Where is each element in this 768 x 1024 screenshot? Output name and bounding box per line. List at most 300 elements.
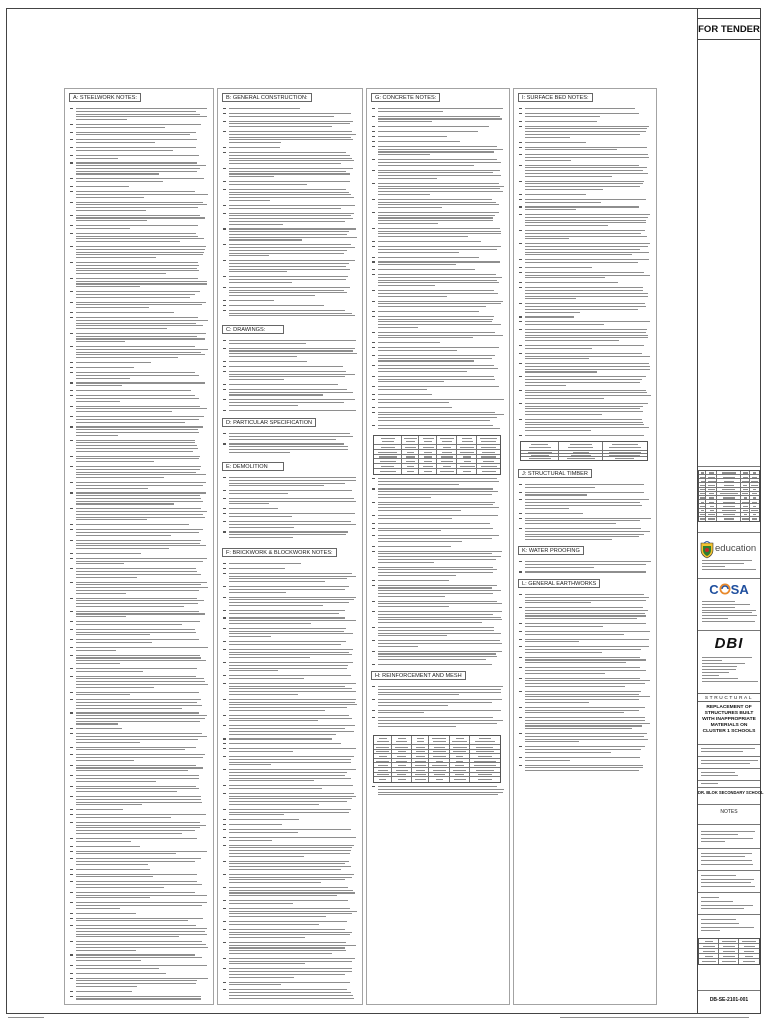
illegible-text-line	[76, 194, 208, 195]
illegible-text-line	[525, 683, 645, 684]
illegible-text-line	[229, 192, 349, 193]
illegible-text-line	[378, 530, 441, 531]
illegible-text-line	[229, 688, 352, 689]
illegible-text-line	[378, 580, 449, 581]
illegible-text-line	[76, 215, 200, 216]
illegible-text-line	[76, 663, 120, 664]
illegible-text-line	[415, 774, 427, 775]
illegible-text-line	[76, 346, 195, 347]
illegible-text-line	[378, 651, 502, 652]
illegible-text-line	[456, 756, 463, 757]
illegible-text-line	[76, 968, 159, 969]
illegible-text-line	[378, 116, 500, 117]
illegible-text-line	[76, 297, 190, 298]
notes-column-2	[217, 88, 363, 1005]
illegible-text-line	[70, 246, 73, 247]
illegible-text-line	[609, 447, 640, 448]
illegible-text-line	[378, 710, 501, 711]
illegible-text-line	[478, 756, 492, 757]
illegible-text-line	[525, 128, 647, 129]
illegible-text-line	[700, 493, 705, 494]
illegible-text-line	[378, 178, 437, 179]
illegible-text-line	[76, 469, 200, 470]
illegible-text-line	[432, 765, 447, 766]
illegible-text-line	[702, 604, 750, 605]
illegible-text-line	[76, 603, 198, 604]
illegible-text-line	[70, 846, 73, 847]
illegible-text-line	[229, 903, 293, 904]
illegible-text-line	[701, 919, 736, 920]
illegible-text-line	[372, 412, 375, 413]
illegible-text-line	[70, 108, 73, 109]
table-header-cell	[477, 436, 500, 445]
illegible-text-line	[70, 124, 73, 125]
illegible-text-line	[76, 422, 185, 423]
illegible-text-line	[525, 720, 645, 721]
illegible-text-line	[742, 502, 748, 503]
illegible-text-line	[378, 327, 418, 328]
illegible-text-line	[525, 209, 576, 210]
illegible-text-line	[223, 521, 226, 522]
illegible-text-line	[702, 672, 729, 673]
illegible-text-line	[372, 580, 375, 581]
illegible-text-line	[70, 629, 73, 630]
illegible-text-line	[378, 546, 451, 547]
illegible-text-line	[525, 749, 641, 750]
demolition-heading: E: DEMOLITION	[222, 462, 284, 471]
illegible-text-line	[525, 406, 643, 407]
client-logo-text: education	[715, 543, 757, 554]
illegible-text-line	[70, 390, 73, 391]
illegible-text-line	[70, 786, 73, 787]
illegible-text-line	[229, 379, 284, 380]
illegible-text-line	[76, 378, 130, 379]
illegible-text-line	[229, 678, 304, 679]
illegible-text-line	[372, 502, 375, 503]
illegible-text-line	[525, 518, 651, 519]
illegible-text-line	[378, 412, 495, 413]
illegible-text-line	[76, 451, 193, 452]
illegible-text-line	[229, 568, 285, 569]
illegible-text-line	[76, 825, 206, 826]
illegible-text-line	[378, 414, 504, 415]
illegible-text-line	[229, 675, 351, 676]
illegible-text-line	[70, 978, 73, 979]
illegible-text-line	[705, 941, 713, 942]
illegible-text-line	[455, 774, 463, 775]
illegible-text-line	[398, 765, 406, 766]
illegible-text-line	[76, 791, 177, 792]
illegible-text-line	[519, 206, 522, 207]
illegible-text-line	[223, 829, 226, 830]
illegible-text-line	[700, 506, 705, 507]
illegible-text-line	[229, 168, 353, 169]
illegible-text-line	[525, 696, 650, 697]
illegible-text-line	[742, 518, 749, 519]
illegible-text-line	[76, 718, 205, 719]
illegible-text-line	[525, 366, 650, 367]
illegible-text-line	[76, 760, 134, 761]
illegible-text-line	[525, 430, 591, 431]
illegible-text-line	[723, 951, 736, 952]
table-cell	[392, 777, 412, 782]
illegible-text-line	[76, 495, 200, 496]
illegible-text-line	[229, 963, 305, 964]
illegible-text-line	[612, 444, 639, 445]
illegible-text-line	[76, 354, 205, 355]
illegible-text-line	[701, 856, 745, 857]
signoff-text	[701, 852, 758, 866]
illegible-text-line	[76, 173, 159, 174]
table-header-cell	[392, 736, 412, 745]
illegible-text-line	[372, 212, 375, 213]
illegible-text-line	[76, 492, 206, 493]
illegible-text-line	[525, 626, 603, 627]
illegible-text-line	[229, 477, 356, 478]
illegible-text-line	[525, 392, 647, 393]
illegible-text-line	[701, 502, 704, 503]
illegible-text-line	[378, 428, 500, 429]
illegible-text-line	[76, 336, 197, 337]
illegible-text-line	[76, 114, 200, 115]
table-cell	[559, 457, 603, 460]
illegible-text-line	[229, 977, 294, 978]
table-cell	[717, 517, 741, 521]
illegible-text-line	[372, 376, 375, 377]
illegible-text-line	[453, 770, 467, 771]
illegible-text-line	[76, 252, 204, 253]
illegible-text-line	[701, 930, 720, 931]
illegible-text-line	[372, 686, 375, 687]
illegible-text-line	[378, 241, 481, 242]
illegible-text-line	[702, 607, 735, 608]
illegible-text-line	[609, 452, 641, 453]
illegible-text-line	[229, 189, 346, 190]
illegible-text-line	[70, 278, 73, 279]
illegible-text-line	[229, 384, 338, 385]
illegible-text-line	[229, 433, 350, 434]
illegible-text-line	[525, 395, 651, 396]
illegible-text-line	[223, 982, 226, 983]
illegible-text-line	[229, 295, 315, 296]
illegible-text-line	[223, 361, 226, 362]
structural-timber-body	[519, 483, 651, 541]
table-header-cell	[374, 436, 402, 445]
illegible-text-line	[525, 275, 650, 276]
illegible-text-line	[525, 202, 601, 203]
illegible-text-line	[568, 447, 593, 448]
illegible-text-line	[223, 152, 226, 153]
illegible-text-line	[229, 998, 354, 999]
illegible-text-line	[702, 663, 745, 664]
illegible-text-line	[229, 866, 351, 867]
illegible-text-line	[525, 597, 649, 598]
illegible-text-line	[229, 200, 270, 201]
illegible-text-line	[525, 725, 642, 726]
illegible-text-line	[481, 441, 495, 442]
illegible-text-line	[708, 514, 715, 515]
illegible-text-line	[76, 474, 206, 475]
illegible-text-line	[223, 508, 226, 509]
table-cell	[750, 517, 759, 521]
illegible-text-line	[223, 121, 226, 122]
illegible-text-line	[76, 767, 203, 768]
illegible-text-line	[525, 770, 639, 771]
illegible-text-line	[701, 775, 738, 776]
illegible-text-line	[372, 699, 375, 700]
file-path-text	[560, 1016, 758, 1019]
illegible-text-line	[70, 333, 73, 334]
illegible-text-line	[76, 472, 196, 473]
illegible-text-line	[519, 571, 522, 572]
illegible-text-line	[229, 863, 345, 864]
illegible-text-line	[378, 488, 493, 489]
illegible-text-line	[525, 534, 644, 535]
field-row-text	[701, 782, 758, 786]
illegible-text-line	[525, 371, 597, 372]
illegible-text-line	[519, 691, 522, 692]
illegible-text-line	[571, 455, 592, 456]
illegible-text-line	[76, 150, 173, 151]
plot-stamp-text	[8, 1016, 48, 1019]
illegible-text-line	[76, 733, 202, 734]
illegible-text-line	[525, 615, 646, 616]
illegible-text-line	[229, 576, 356, 577]
illegible-text-line	[223, 809, 226, 810]
illegible-text-line	[229, 710, 325, 711]
illegible-text-line	[229, 796, 356, 797]
illegible-text-line	[229, 982, 350, 983]
illegible-text-line	[416, 756, 425, 757]
illegible-text-line	[519, 154, 522, 155]
illegible-text-line	[70, 809, 73, 810]
illegible-text-line	[76, 134, 190, 135]
illegible-text-line	[372, 528, 375, 529]
illegible-text-line	[519, 353, 522, 354]
illegible-text-line	[372, 146, 375, 147]
illegible-text-line	[525, 126, 649, 127]
illegible-text-line	[525, 282, 618, 283]
illegible-text-line	[76, 804, 142, 805]
illegible-text-line	[525, 408, 640, 409]
illegible-text-line	[223, 477, 226, 478]
illegible-text-line	[378, 575, 456, 576]
illegible-text-line	[525, 277, 605, 278]
table-cell	[457, 469, 477, 474]
illegible-text-line	[229, 521, 351, 522]
separator	[698, 466, 760, 467]
illegible-text-line	[434, 747, 445, 748]
illegible-text-line	[519, 733, 522, 734]
field-row-text	[701, 771, 758, 777]
illegible-text-line	[229, 581, 325, 582]
illegible-text-line	[76, 655, 200, 656]
illegible-text-line	[378, 692, 501, 693]
illegible-text-line	[378, 538, 492, 539]
illegible-text-line	[525, 717, 645, 718]
illegible-text-line	[464, 461, 471, 462]
illegible-text-line	[481, 456, 496, 457]
table-header-cell	[402, 436, 420, 445]
illegible-text-line	[378, 646, 418, 647]
illegible-text-line	[378, 794, 498, 795]
illegible-text-line	[743, 489, 748, 490]
illegible-text-line	[525, 321, 650, 322]
illegible-text-line	[743, 485, 747, 486]
illegible-text-line	[378, 274, 496, 275]
illegible-text-line	[223, 921, 226, 922]
illegible-text-line	[76, 650, 116, 651]
illegible-text-line	[229, 371, 346, 372]
illegible-text-line	[722, 489, 735, 490]
illegible-text-line	[229, 748, 356, 749]
illegible-text-line	[525, 340, 619, 341]
illegible-text-line	[229, 158, 352, 159]
table-cell	[741, 517, 750, 521]
illegible-text-line	[76, 822, 200, 823]
illegible-text-line	[378, 659, 486, 660]
illegible-text-line	[229, 263, 349, 264]
illegible-text-line	[70, 733, 73, 734]
illegible-text-line	[76, 965, 207, 966]
illegible-text-line	[223, 205, 226, 206]
illegible-text-line	[381, 438, 394, 439]
illegible-text-line	[378, 611, 502, 612]
table-header-cell	[457, 436, 477, 445]
illegible-text-line	[70, 191, 73, 192]
illegible-text-line	[700, 518, 705, 519]
illegible-text-line	[378, 686, 503, 687]
illegible-text-line	[398, 751, 406, 752]
illegible-text-line	[76, 681, 205, 682]
table-row	[699, 517, 759, 521]
illegible-text-line	[229, 657, 310, 658]
illegible-text-line	[378, 627, 494, 628]
illegible-text-line	[229, 879, 345, 880]
illegible-text-line	[229, 449, 348, 450]
illegible-text-line	[519, 403, 522, 404]
illegible-text-line	[525, 746, 645, 747]
illegible-text-line	[70, 202, 73, 203]
illegible-text-line	[223, 861, 226, 862]
illegible-text-line	[378, 355, 495, 356]
sheet-info-table	[698, 938, 760, 965]
illegible-text-line	[70, 395, 73, 396]
illegible-text-line	[378, 705, 448, 706]
illegible-text-line	[229, 231, 349, 232]
illegible-text-line	[525, 312, 580, 313]
illegible-text-line	[372, 170, 375, 171]
illegible-text-line	[519, 282, 522, 283]
illegible-text-line	[380, 471, 396, 472]
illegible-text-line	[70, 291, 73, 292]
illegible-text-line	[525, 335, 648, 336]
illegible-text-line	[378, 556, 501, 557]
illegible-text-line	[525, 173, 648, 174]
illegible-text-line	[378, 118, 502, 119]
illegible-text-line	[525, 492, 644, 493]
illegible-text-line	[372, 355, 375, 356]
illegible-text-line	[76, 960, 141, 961]
illegible-text-line	[76, 367, 134, 368]
illegible-text-line	[70, 814, 73, 815]
illegible-text-line	[229, 244, 351, 245]
illegible-text-line	[76, 786, 196, 787]
illegible-text-line	[525, 646, 649, 647]
illegible-text-line	[229, 850, 351, 851]
signoff-text	[701, 918, 758, 932]
illegible-text-line	[525, 712, 624, 713]
illegible-text-line	[76, 456, 200, 457]
illegible-text-line	[229, 485, 324, 486]
illegible-text-line	[76, 320, 208, 321]
illegible-text-line	[229, 348, 355, 349]
illegible-text-line	[229, 392, 353, 393]
illegible-text-line	[454, 779, 466, 780]
earthworks-heading: L: GENERAL EARTHWORKS	[518, 579, 600, 588]
illegible-text-line	[460, 466, 475, 467]
client-logo-subtext	[702, 559, 758, 571]
illegible-text-line	[76, 382, 205, 383]
illegible-text-line	[525, 691, 641, 692]
illegible-text-line	[76, 629, 195, 630]
illegible-text-line	[702, 678, 738, 679]
illegible-text-line	[525, 181, 644, 182]
illegible-text-line	[76, 127, 165, 128]
illegible-text-line	[223, 443, 226, 444]
illegible-text-line	[436, 779, 443, 780]
illegible-text-line	[76, 236, 198, 237]
illegible-text-line	[372, 261, 375, 262]
illegible-text-line	[525, 290, 643, 291]
illegible-text-line	[229, 508, 278, 509]
illegible-text-line	[525, 376, 646, 377]
illegible-text-line	[372, 365, 375, 366]
illegible-text-line	[722, 961, 736, 962]
illegible-text-line	[223, 305, 226, 306]
illegible-text-line	[229, 892, 355, 893]
illegible-text-line	[76, 411, 172, 412]
illegible-text-line	[229, 353, 357, 354]
illegible-text-line	[229, 592, 286, 593]
illegible-text-line	[76, 881, 197, 882]
illegible-text-line	[382, 441, 394, 442]
illegible-text-line	[372, 425, 375, 426]
illegible-text-line	[76, 257, 156, 258]
illegible-text-line	[395, 747, 408, 748]
table-cell	[706, 517, 717, 521]
illegible-text-line	[453, 751, 466, 752]
illegible-text-line	[76, 584, 201, 585]
illegible-text-line	[76, 694, 130, 695]
illegible-text-line	[525, 760, 570, 761]
illegible-text-line	[76, 228, 130, 229]
illegible-text-line	[76, 304, 202, 305]
illegible-text-line	[416, 747, 425, 748]
illegible-text-line	[229, 974, 345, 975]
illegible-text-line	[229, 707, 347, 708]
illegible-text-line	[76, 991, 132, 992]
illegible-text-line	[229, 665, 348, 666]
illegible-text-line	[76, 858, 201, 859]
notes-column-3	[366, 88, 510, 1005]
illegible-text-line	[525, 142, 586, 143]
illegible-text-line	[76, 238, 204, 239]
illegible-text-line	[702, 666, 737, 667]
illegible-text-line	[76, 660, 206, 661]
project-title: REPLACEMENT OF STRUCTURES BUILT WITH INAPPROPRIATE MATERIALS ON CLUSTER 1 SCHOOLS	[702, 705, 756, 734]
illegible-text-line	[525, 741, 579, 742]
